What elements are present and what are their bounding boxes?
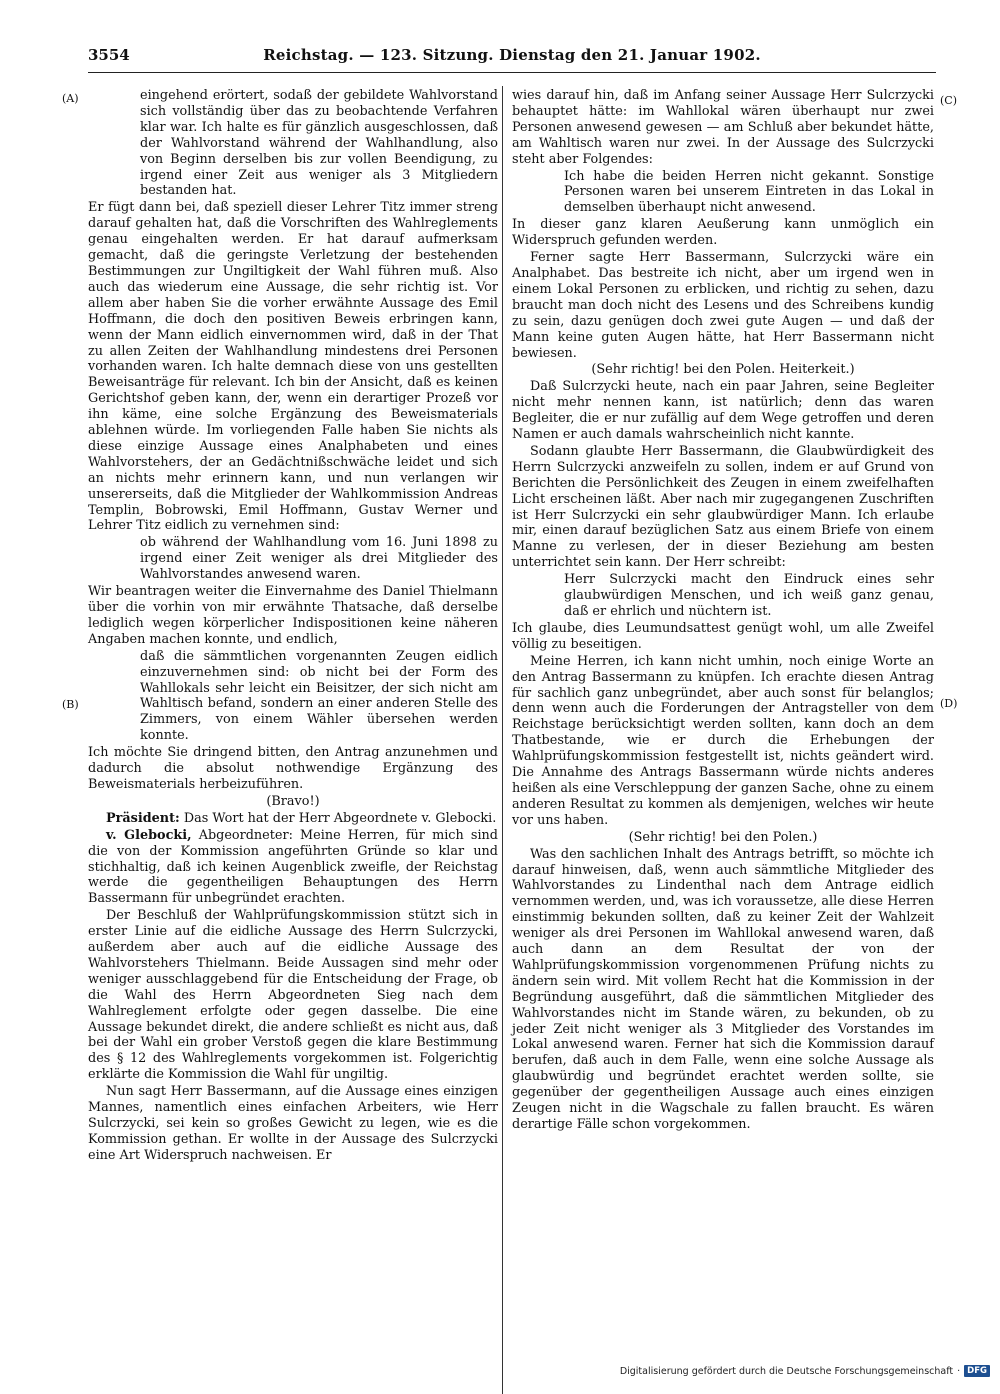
paragraph: Der Beschluß der Wahlprüfungskommission stützt sich in erster Linie auf die eidliche Aussage des Herrn Sulcrzycki, außerdem aber auch auf die eidliche Aussage des Wahlvorstehers Thielmann. Beide Aussagen sind mehr oder weniger ausschlaggebend für die Entscheidung der Frage, ob die Wahl des Herrn Abgeordneten Sieg nach dem Wahlreglement erfolgte oder gegen dasselbe. Die eine Aussage bekundet direkt, die andere schließt es nicht aus, daß bei der Wahl ein grober Verstoß gegen die klare Bestimmung des § 12 des Wahlreglements vorgekommen ist. Folgerichtig erklärte die Kommission die Wahl für ungiltig.	[88, 908, 498, 1083]
paragraph	[88, 828, 498, 908]
stage-direction: (Sehr richtig! bei den Polen.)	[628, 829, 818, 845]
stage-direction: (Sehr richtig! bei den Polen. Heiterkeit.)	[591, 362, 855, 378]
footer-text: Digitalisierung gefördert durch die Deutsche Forschungsgemeinschaft	[619, 1365, 954, 1377]
paragraph: Wir beantragen weiter die Einvernahme des Daniel Thielmann über die vorhin von mir erwähnte Thatsache, daß derselbe lediglich wegen körperlicher Indispositionen keine näheren Angaben machen konnte, und endlich,	[88, 584, 498, 647]
header-rule	[88, 72, 936, 73]
paragraph: Nun sagt Herr Bassermann, auf die Aussage eines einzigen Mannes, namentlich eines einfachen Arbeiters, wie Herr Sulcrzycki, sei kein so großes Gewicht zu legen, wie es die Kommission gethan. Er wollte in der Aussage des Sulcrzycki eine Art Widerspruch nachweisen. Er	[88, 1084, 498, 1163]
margin-marker-d: (D)	[940, 697, 958, 710]
paragraph: In dieser ganz klaren Aeußerung kann unmöglich ein Widerspruch gefunden werden.	[512, 217, 934, 249]
speech-text: Das Wort hat der Herr Abgeordnete v. Glebocki.	[183, 810, 497, 826]
page-header	[88, 44, 936, 72]
left-column	[88, 88, 498, 1165]
paragraph: Er fügt dann bei, daß speziell dieser Lehrer Titz immer streng darauf gehalten hat, daß die Vorschriften des Wahlreglements genau eingehalten werden. Er hat darauf aufmerksam gemacht, daß die geringste Verletzung der bestehenden Bestimmungen zur Ungiltigkeit der Wahl führen muß. Also auch das wiederum eine Aussage, die sehr richtig ist. Vor allem aber haben Sie die vorher erwähnte Aussage des Emil Hoffmann, die doch den positiven Beweis erbringen kann, wenn der Mann eidlich einvernommen wird, daß in der That zu allen Zeiten der Wahlhandlung mindestens drei Personen vorhanden waren. Ich halte demnach diese von uns gestellten Beweisanträge für relevant. Ich bin der Ansicht, daß es keinen Gerichtshof geben kann, der, wenn ein derartiger Prozeß vor ihn käme, eine solche Ergänzung des Beweismaterials ablehnen würde. Im vorliegenden Falle haben Sie nichts als diese einzige Aussage eines Analphabeten und eines Wahlvorstehers, der an Gedächtnißschwäche leidet und sich an nichts mehr erinnern kann, und nun verlangen wir unsererseits, daß die Mitglieder der Wahlkommission Andreas Templin, Bobrowski, Emil Hoffmann, Gustav Werner und Lehrer Titz eidlich zu vernehmen sind:	[88, 200, 498, 534]
paragraph: Was den sachlichen Inhalt des Antrags betrifft, so möchte ich darauf hinweisen, daß, wenn auch sämmtliche Mitglieder des Wahlvorstandes zu Lindenthal nach dem Antrage eidlich vernommen werden, und, was ich voraussetze, alle diese Herren einstimmig bekunden sollten, daß zu keiner Zeit der Wahlzeit weniger als drei Personen im Wahllokal anwesend waren, daß auch dann an dem Resultat der von der Wahlprüfungskommission vorgenommenen Prüfung nichts zu ändern sein wird. Mit vollem Recht hat die Kommission in der Begründung ausgeführt, daß die sämmtlichen Mitglieder des Wahlvorstandes nicht im Stande wären, zu bekunden, ob zu jeder Zeit nicht weniger als 3 Mitglieder des Vorstandes im Lokal anwesend waren. Ferner hat sich die Kommission darauf berufen, daß auch in dem Falle, wenn eine solche Aussage als glaubwürdig und begründet erachtet werden sollte, sie gegenüber der gegentheiligen Aussage auch eines einzigen Zeugen nicht in die Wagschale zu fallen braucht. Es wären derartige Fälle schon vorgekommen.	[512, 846, 934, 1132]
paragraph: Ferner sagte Herr Bassermann, Sulcrzycki wäre ein Analphabet. Das bestreite ich nicht, aber um irgend wen in einem Lokal Personen zu erblicken, und richtig zu sehen, dazu braucht man doch nicht des Lesens und des Schreibens kundig zu sein, dazu genügen doch zwei gute Augen — und daß der Mann keine guten Augen hätte, hat Herr Bassermann nicht bewiesen.	[512, 250, 934, 361]
speech-text: Abgeordneter: Meine Herren, für mich sind die von der Kommission angeführten Gründe so klar und stichhaltig, daß ich keinen Augenblick zweifle, der Reichstag werde die gegentheiligen Behauptungen des Herrn Bassermann für unbegründet erachten.	[88, 827, 498, 907]
paragraph: eingehend erörtert, sodaß der gebildete Wahlvorstand sich vollständig über das zu beobachtende Verfahren klar war. Ich halte es für gänzlich ausgeschlossen, daß der Wahlvorstand während der Wahlhandlung, also von Beginn derselben bis zur vollen Beendigung, zu irgend einer Zeit aus weniger als 3 Mitgliedern bestanden hat.	[140, 88, 498, 199]
paragraph: wies darauf hin, daß im Anfang seiner Aussage Herr Sulcrzycki behauptet hätte: im Wahllokal wären überhaupt nur zwei Personen anwesend gewesen — am Schluß aber bekundet hätte, am Wahltisch waren nur zwei. In der Aussage des Sulcrzycki steht aber Folgendes:	[512, 88, 934, 167]
margin-marker-c: (C)	[940, 94, 957, 107]
paragraph: Daß Sulcrzycki heute, nach ein paar Jahren, seine Begleiter nicht mehr nennen kann, ist natürlich; denn das waren Begleiter, die er nur zufällig auf dem Wege getroffen und deren Namen er auch damals wahrscheinlich nicht kannte.	[512, 379, 934, 443]
column-divider	[502, 86, 503, 1394]
footer	[620, 1365, 990, 1377]
paragraph	[88, 811, 498, 827]
dfg-logo: DFG	[964, 1365, 990, 1377]
speaker-name: v. Glebocki,	[106, 827, 192, 843]
paragraph: Meine Herren, ich kann nicht umhin, noch einige Worte an den Antrag Bassermann zu knüpfen. Ich erachte diesen Antrag für sachlich ganz unbegründet, aber auch sonst für belanglos; denn wenn auch die Forderungen der Antragsteller von dem Reichstage berücksichtigt werden sollten, kann doch an dem Thatbestande, wie er durch die Erhebungen der Wahlprüfungskommission festgestellt ist, nichts geändert wird. Die Annahme des Antrags Bassermann würde nichts anderes heißen als eine Verschleppung der ganzen Sache, ohne zu einem anderen Resultat zu kommen als demjenigen, welches wir heute vor uns haben.	[512, 653, 934, 828]
margin-marker-b: (B)	[62, 698, 79, 711]
stage-direction: (Bravo!)	[266, 793, 320, 809]
paragraph: Sodann glaubte Herr Bassermann, die Glaubwürdigkeit des Herrn Sulcrzycki anzweifeln zu sollen, indem er auf Grund von Berichten die Persönlichkeit des Zeugen in einem zweifelhaften Licht erscheinen läßt. Aber nach mir zugegangenen Zuschriften ist Herr Sulcrzycki ein sehr glaubwürdiger Mann. Ich erlaube mir, einen darauf bezüglichen Satz aus einem Briefe von einem Manne zu verlesen, der in dieser Beziehung am besten unterrichtet sein kann. Der Herr schreibt:	[512, 443, 934, 571]
speaker-name: Präsident:	[106, 810, 180, 826]
quotation: Herr Sulcrzycki macht den Eindruck eines sehr glaubwürdigen Menschen, und ich weiß ganz genau, daß er ehrlich und nüchtern ist.	[564, 572, 934, 619]
margin-marker-a: (A)	[62, 92, 79, 105]
quotation: daß die sämmtlichen vorgenannten Zeugen eidlich einzuvernehmen sind: ob nicht bei der Form des Wahllokals sehr leicht ein Beisitzer, der sich nicht am Wahltisch befand, sondern an einer anderen Stelle des Zimmers, von einem Wähler übersehen werden konnte.	[140, 648, 498, 744]
quotation: ob während der Wahlhandlung vom 16. Juni 1898 zu irgend einer Zeit weniger als drei Mitglieder des Wahlvorstandes anwesend waren.	[140, 535, 498, 583]
paragraph: Ich möchte Sie dringend bitten, den Antrag anzunehmen und dadurch die absolut nothwendige Ergänzung des Beweismaterials herbeizuführen.	[88, 745, 498, 792]
page-number: 3554	[88, 46, 130, 64]
separator-dot: ·	[957, 1365, 961, 1377]
quotation: Ich habe die beiden Herren nicht gekannt. Sonstige Personen waren bei unserem Eintreten in das Lokal in demselben überhaupt nicht anwesend.	[564, 168, 934, 216]
paragraph: Ich glaube, dies Leumundsattest genügt wohl, um alle Zweifel völlig zu beseitigen.	[512, 620, 934, 652]
right-column	[512, 88, 934, 1134]
page-title: Reichstag. — 123. Sitzung. Dienstag den 21. Januar 1902.	[263, 46, 761, 64]
